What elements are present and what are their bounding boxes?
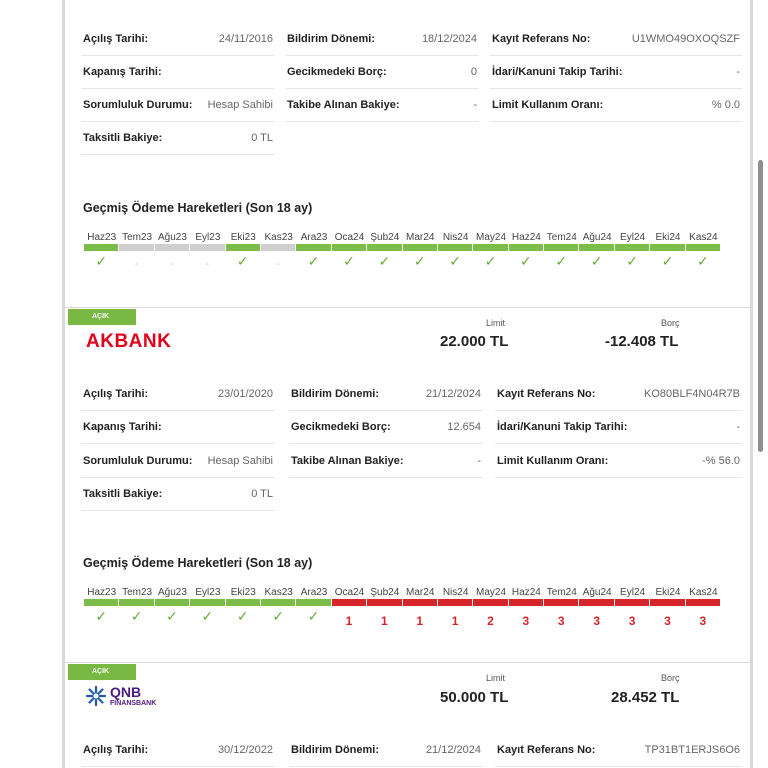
history-status-bar [190,599,224,606]
history-month-label: Ara23 [300,232,328,243]
history-month [226,232,261,282]
check-icon: ✓ [520,253,532,269]
history-month-label: Ağu23 [158,587,187,598]
check-icon: ✓ [661,253,674,269]
field-bildirim: Bildirim Dönemi: 21/12/2024 [289,378,483,411]
history-month-label: Haz24 [511,232,541,243]
history-month [190,232,225,282]
detail-row [81,23,741,56]
history-month-label: Eki23 [230,587,256,598]
history-status-bar [615,599,649,606]
check-icon: ✓ [236,253,249,269]
payment-history [84,232,721,282]
check-icon: ✓ [555,253,568,269]
detail-row [81,122,741,155]
late-count: 3 [699,614,707,628]
history-month [261,232,296,282]
history-status-bar [686,244,720,251]
history-month-label: Oca24 [334,587,365,598]
history-month [296,587,331,637]
history-status-bar [296,244,330,251]
check-icon: ✓ [201,608,214,624]
field-sorumluluk: Sorumluluk Durumu: Hesap Sahibi [81,89,275,122]
late-count: 3 [522,614,530,628]
history-month-label: Kas24 [689,587,718,598]
history-month [296,232,331,282]
history-month-label: Tem23 [122,232,153,243]
field-taksitli: Taksitli Bakiye: 0 TL [81,478,275,511]
history-month [119,232,154,282]
history-month-label: Kas24 [689,232,718,243]
history-month-label: Nis24 [442,232,469,243]
history-month [650,232,685,282]
history-status-bar [544,244,578,251]
history-month-label: Eyl23 [195,232,221,243]
borc-label: Borç [661,318,680,328]
history-status-bar [473,599,507,606]
history-month [403,232,438,282]
history-month [615,232,650,282]
qnb-finansbank-logo [85,685,156,707]
history-month [579,232,614,282]
borc-value: 28.452 TL [611,689,680,706]
field-bildirim: Bildirim Dönemi: 18/12/2024 [285,23,479,56]
history-month-label: May24 [475,587,506,598]
history-title: Geçmiş Ödeme Hareketleri (Son 18 ay) [83,556,313,570]
payment-history [84,587,721,637]
history-month [261,587,296,637]
limit-value: 50.000 TL [440,689,509,706]
detail-row [81,89,741,122]
history-month-label: Şub24 [370,232,400,243]
check-icon: ✓ [307,253,320,269]
history-status-bar [367,244,401,251]
history-status-bar [403,244,437,251]
history-month-label: Tem23 [122,587,153,598]
late-count: 1 [380,614,388,628]
check-icon: ✓ [236,608,249,624]
check-icon: ✓ [272,608,285,624]
history-status-bar [119,244,153,251]
status-badge: AÇIK [68,664,136,680]
history-month [332,232,367,282]
history-month [332,587,367,637]
report-frame [62,0,753,768]
qnb-mark-icon [85,685,107,707]
check-icon: ✓ [95,253,108,269]
late-count: 3 [664,614,671,628]
history-status-bar [332,244,366,251]
check-icon: ✓ [343,253,355,269]
history-status-bar [296,599,330,606]
history-status-bar [438,599,472,606]
history-month-label: Ağu24 [582,587,612,598]
history-status-bar [119,599,153,606]
field-idari: İdari/Kanuni Takip Tarihi: - [495,411,742,444]
history-month [686,587,721,637]
detail-row [81,378,741,411]
history-status-bar [261,599,295,606]
card-divider [65,307,750,308]
history-month [650,587,685,637]
check-icon: ✓ [449,253,461,269]
history-month [119,587,154,637]
history-month-label: Kas23 [264,232,293,243]
history-status-bar [84,244,118,251]
history-month-label: Eyl24 [620,587,646,598]
history-month [509,587,544,637]
history-month-label: Mar24 [406,232,435,243]
field-kapanis: Kapanış Tarihi: [81,56,275,89]
field-acilis: Açılış Tarihi: 24/11/2016 [81,23,275,56]
no-data-mark: - [276,259,280,270]
history-month [438,232,473,282]
limit-label: Limit [486,673,506,683]
late-count: 3 [557,614,565,628]
check-icon: ✓ [696,253,709,269]
history-month [403,587,438,637]
history-status-bar [615,244,649,251]
history-month [226,587,261,637]
check-icon: ✓ [413,253,426,269]
field-idari: İdari/Kanuni Takip Tarihi: - [490,56,742,89]
history-month [579,587,614,637]
history-month-label: Mar24 [406,587,435,598]
history-month-label: Eki24 [655,232,681,243]
history-month-label: Eki24 [655,587,681,598]
no-data-mark: - [170,259,174,270]
detail-row [81,56,741,89]
akbank-logo: AKBANK [86,331,172,352]
no-data-mark: - [134,259,139,270]
late-count: 2 [487,614,494,628]
detail-row [81,445,741,478]
detail-row [81,478,741,511]
late-count: 3 [593,614,600,628]
field-takibe: Takibe Alınan Bakiye: - [285,89,479,122]
history-month-label: Oca24 [334,232,365,243]
history-month [367,232,402,282]
qnb-logo-text: QNB [110,684,142,700]
finansbank-logo-text: FINANSBANK [110,700,157,707]
field-kayit: Kayıt Referans No: TP31BT1ERJS6O6 [495,734,742,767]
field-limit-kullanim: Limit Kullanım Oranı: % 0.0 [490,89,742,122]
history-status-bar [155,599,189,606]
field-kayit: Kayıt Referans No: KO80BLF4N04R7B [495,378,742,411]
history-month [544,232,579,282]
limit-value: 22.000 TL [440,333,509,350]
history-status-bar [226,599,260,606]
history-status-bar [686,599,720,606]
history-month-label: Eyl24 [620,232,646,243]
history-month [155,232,190,282]
history-month [155,587,190,637]
history-month [686,232,721,282]
history-status-bar [332,599,366,606]
check-icon: ✓ [307,608,320,624]
history-month-label: Haz23 [87,587,117,598]
history-month [84,232,119,282]
history-month [509,232,544,282]
history-month-label: Ara23 [300,587,328,598]
field-gecikmede: Gecikmedeki Borç: 0 [285,56,479,89]
history-month-label: Şub24 [370,587,400,598]
check-icon: ✓ [484,253,497,269]
history-month [473,232,508,282]
field-kapanis: Kapanış Tarihi: [81,411,275,444]
history-month [438,587,473,637]
check-icon: ✓ [626,253,638,269]
limit-label: Limit [486,318,506,328]
field-limit-kullanim: Limit Kullanım Oranı: -% 56.0 [495,445,742,478]
history-status-bar [261,244,295,251]
late-count: 3 [628,614,636,628]
history-month-label: Ağu23 [158,232,187,243]
vertical-scrollbar[interactable] [758,160,763,452]
history-status-bar [438,244,472,251]
field-acilis: Açılış Tarihi: 30/12/2022 [81,734,275,767]
field-kayit: Kayıt Referans No: U1WMO49OXOQSZF [490,23,742,56]
check-icon: ✓ [130,608,143,624]
history-month [367,587,402,637]
borc-value: -12.408 TL [605,333,679,350]
history-month-label: Haz24 [511,587,541,598]
history-status-bar [544,599,578,606]
status-badge: AÇIK [68,309,136,325]
field-sorumluluk: Sorumluluk Durumu: Hesap Sahibi [81,445,275,478]
check-icon: ✓ [95,608,108,624]
late-count: 1 [416,614,424,628]
card-divider [65,662,750,663]
late-count: 1 [345,614,353,628]
history-status-bar [579,599,613,606]
field-takibe: Takibe Alınan Bakiye: - [289,445,483,478]
history-status-bar [367,599,401,606]
history-status-bar [579,244,613,251]
history-month [190,587,225,637]
history-month-label: Haz23 [87,232,117,243]
field-gecikmede: Gecikmedeki Borç: 12.654 [289,411,483,444]
history-status-bar [226,244,260,251]
history-status-bar [509,244,543,251]
check-icon: ✓ [590,253,603,269]
history-status-bar [650,244,684,251]
borc-label: Borç [661,673,680,683]
history-month-label: Eki23 [230,232,256,243]
detail-row [81,411,741,444]
history-status-bar [650,599,684,606]
history-status-bar [84,599,118,606]
no-data-mark: - [205,259,210,270]
check-icon: ✓ [166,608,178,624]
history-month [544,587,579,637]
detail-row [81,734,741,767]
history-status-bar [473,244,507,251]
history-month [473,587,508,637]
history-status-bar [403,599,437,606]
history-status-bar [190,244,224,251]
history-month-label: Tem24 [546,587,577,598]
history-status-bar [509,599,543,606]
history-status-bar [155,244,189,251]
late-count: 1 [451,614,459,628]
history-month [615,587,650,637]
history-month-label: Nis24 [442,587,469,598]
history-month [84,587,119,637]
history-month-label: Ağu24 [582,232,612,243]
history-month-label: May24 [475,232,506,243]
field-taksitli: Taksitli Bakiye: 0 TL [81,122,275,155]
field-bildirim: Bildirim Dönemi: 21/12/2024 [289,734,483,767]
check-icon: ✓ [378,253,391,269]
history-title: Geçmiş Ödeme Hareketleri (Son 18 ay) [83,201,313,215]
history-month-label: Eyl23 [195,587,221,598]
history-month-label: Tem24 [546,232,577,243]
history-month-label: Kas23 [264,587,293,598]
field-acilis: Açılış Tarihi: 23/01/2020 [81,378,275,411]
